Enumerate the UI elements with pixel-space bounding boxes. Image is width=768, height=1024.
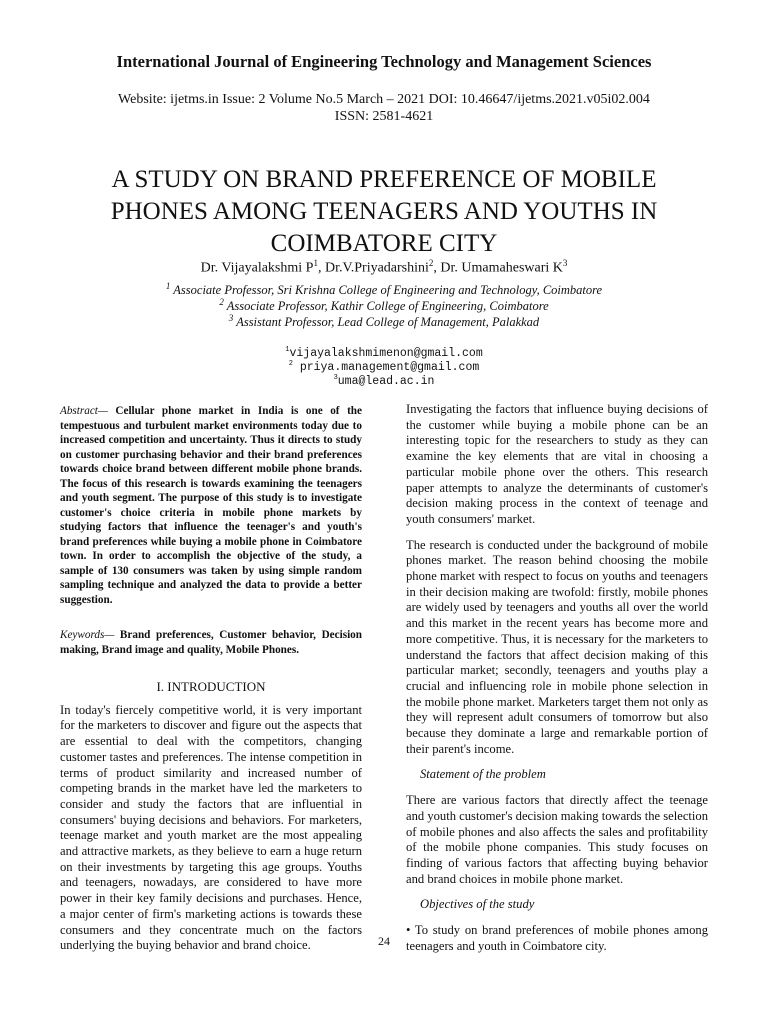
page-number: 24 bbox=[378, 934, 390, 948]
issn-line: ISSN: 2581-4621 bbox=[334, 109, 434, 124]
author-2: Dr.V.Priyadarshini bbox=[324, 260, 429, 276]
subheading-problem-statement: Statement of the problem bbox=[420, 767, 546, 782]
affiliation-3-sup: 3 bbox=[228, 313, 234, 323]
author-1: Dr. Vijayalakshmi P bbox=[200, 260, 314, 276]
paper-title: A STUDY ON BRAND PREFERENCE OF MOBILE PHONES AMONG TEENAGERS AND YOUTHS IN COIMBATORE CITY bbox=[110, 166, 658, 257]
affiliation-2 bbox=[0, 297, 768, 314]
paragraph-factors: Investigating the factors that influence buying decisions of the customer while buying a mobile phone can be an interesting topic for the researchers to study as they can examine the key elements that are vital in choosing a particular mobile phone over the others. This research paper attempts to analyze the determinants of customer's decision making process in the context of teenage and youth consumers' market. bbox=[406, 402, 708, 526]
email-2-text[interactable]: priya.management@gmail.com bbox=[292, 360, 480, 374]
email-2-sup: 2 bbox=[288, 360, 293, 368]
affiliation-2-sup: 2 bbox=[219, 297, 224, 307]
abstract-label: Abstract— bbox=[60, 405, 108, 417]
author-list bbox=[0, 258, 768, 277]
email-3-text[interactable]: uma@lead.ac.in bbox=[337, 374, 435, 388]
keywords-label: Keywords— bbox=[60, 629, 115, 641]
objective-bullet: • To study on brand preferences of mobile phones among teenagers and youth in Coimbatore city. bbox=[406, 923, 708, 953]
affiliation-1-text: Associate Professor, Sri Krishna College of Engineering and Technology, Coimbatore bbox=[170, 283, 603, 298]
paragraph-background: The research is conducted under the background of mobile phones market. The reason behind choosing the mobile phone market with respect to focus on youths and teenagers in their decision making are twofold: firstly, mobile phones are widely used by teenagers and youths all over the world and this market in the recent years has become more and more competitive. Thus, it is necessary for the marketers to understand the factors that affect decision making of this particular market; secondly, teenagers and youths play a crucial and influencing role in mobile phone selection in the mobile phone market. Marketers target them not only as they will represent adult consumers of tomorrow but also because they dominate a large and remarkable portion of their parent's income. bbox=[406, 537, 708, 756]
author-2-sup: 2 bbox=[428, 258, 434, 268]
abstract bbox=[60, 404, 362, 607]
abstract-text: Cellular phone market in India is one of the tempestuous and turbulent market environments today due to increased competition and uncertainty. Thus it directs to study on customer purchasing behavior and their brand preferences towards choice brand between different mobile phone brands. The focus of this research is towards examining the teenagers and youth segment. The purpose of this study is to investigate customer's choice criteria in mobile phone markets by studying factors that influence the teenager's and youth's brand preferences while buying a mobile phone in Coimbatore town. In order to accomplish the objective of the study, a sample of 130 consumers was taken by using simple random sampling technique and analyzed the data to provide a better suggestion. bbox=[60, 405, 362, 606]
email-2[interactable] bbox=[0, 360, 768, 374]
email-1-sup: 1 bbox=[285, 346, 290, 354]
email-3[interactable] bbox=[0, 374, 768, 388]
right-column bbox=[406, 402, 708, 965]
intro-paragraph: In today's fiercely competitive world, it is very important for the marketers to discover and figure out the aspects that are essential to deal with the competitors, changing customer tastes and preferences. The intense competition in terms of product similarity and increased number of competing brands in the market have led the marketers to consider and study the factors that are influential in consumers' buying decisions and behaviors. For marketers, teenage market and youth market are the most appealing and attractive markets, as they believe to earn a huge return on their investments by targeting this age groups. Youths and teenagers, nowadays, are considered to have more power in their key family decisions and purchases. Hence, a major center of firm's marketing actions is towards these consumers and they concentrate much on the factors underlying the buying behavior and brand choice. bbox=[60, 702, 362, 953]
email-1-text[interactable]: vijayalakshmimenon@gmail.com bbox=[289, 346, 483, 360]
author-separator: , bbox=[433, 260, 441, 276]
section-heading-introduction: I. INTRODUCTION bbox=[156, 679, 266, 694]
affiliation-3 bbox=[0, 313, 768, 330]
email-3-sup: 3 bbox=[333, 374, 338, 382]
keywords-text: Brand preferences, Customer behavior, Decision making, Brand image and quality, Mobile Phones. bbox=[60, 629, 362, 656]
affiliation-1-sup: 1 bbox=[165, 281, 171, 291]
affiliation-2-text: Associate Professor, Kathir College of Engineering, Coimbatore bbox=[223, 299, 549, 314]
journal-title: International Journal of Engineering Technology and Management Sciences bbox=[116, 52, 652, 71]
email-1[interactable] bbox=[0, 346, 768, 360]
paragraph-problem: There are various factors that directly affect the teenage and youth customer's decision making towards the selection of mobile phones and also affects the sales and profitability of the mobile phone companies. This study focuses on finding of various factors that affecting buying behavior and brand choices in mobile phone market. bbox=[406, 793, 709, 886]
author-3: Dr. Umamaheswari K bbox=[440, 260, 563, 276]
subheading-objectives: Objectives of the study bbox=[420, 897, 535, 912]
author-3-sup: 3 bbox=[562, 258, 568, 268]
affiliation-3-text: Assistant Professor, Lead College of Management, Palakkad bbox=[233, 315, 540, 330]
journal-meta-line: Website: ijetms.in Issue: 2 Volume No.5 March – 2021 DOI: 10.46647/ijetms.2021.v05i02.004 bbox=[118, 92, 650, 107]
left-column bbox=[60, 404, 362, 954]
affiliation-1 bbox=[0, 281, 768, 298]
author-separator: , bbox=[317, 260, 325, 276]
author-1-sup: 1 bbox=[313, 258, 318, 268]
keywords bbox=[60, 628, 362, 657]
